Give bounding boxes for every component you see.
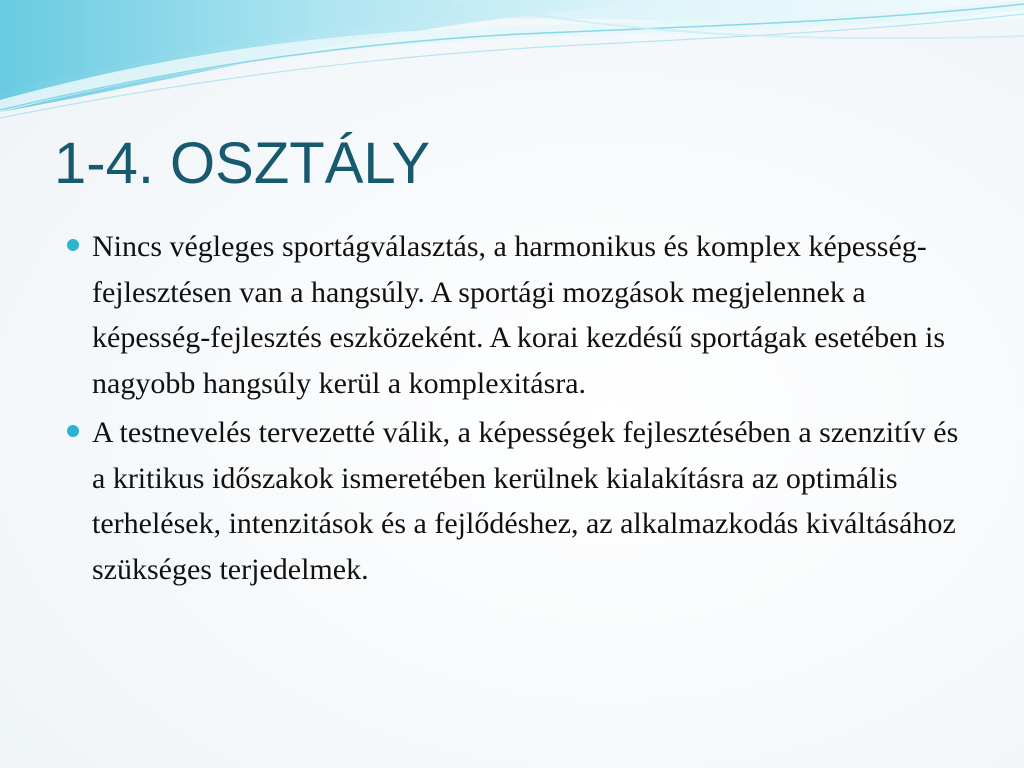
bullet-dot-icon bbox=[67, 239, 79, 251]
slide-title: 1-4. OSZTÁLY bbox=[54, 131, 431, 196]
bullet-list bbox=[62, 224, 962, 596]
bullet-text: A testnevelés tervezetté válik, a képességek fejlesztésében a szenzitív és a kritikus időszakok ismeretében kerülnek kialakításra az optimális terhelések, intenzitások és a fejlődéshez, az alkalmazkodás kiváltásához szükséges terjedelmek. bbox=[92, 416, 959, 586]
bullet-item bbox=[62, 224, 962, 406]
header-wave-decoration bbox=[0, 0, 1024, 130]
bullet-item bbox=[62, 410, 962, 592]
bullet-text: Nincs végleges sportágválasztás, a harmonikus és komplex képesség-fejlesztésen van a hangsúly. A sportági mozgások megjelennek a képesség-fejlesztés eszközeként. A korai kezdésű sportágak esetében is nagyobb hangsúly kerül a komplexitásra. bbox=[92, 230, 946, 400]
bullet-dot-icon bbox=[67, 425, 79, 437]
